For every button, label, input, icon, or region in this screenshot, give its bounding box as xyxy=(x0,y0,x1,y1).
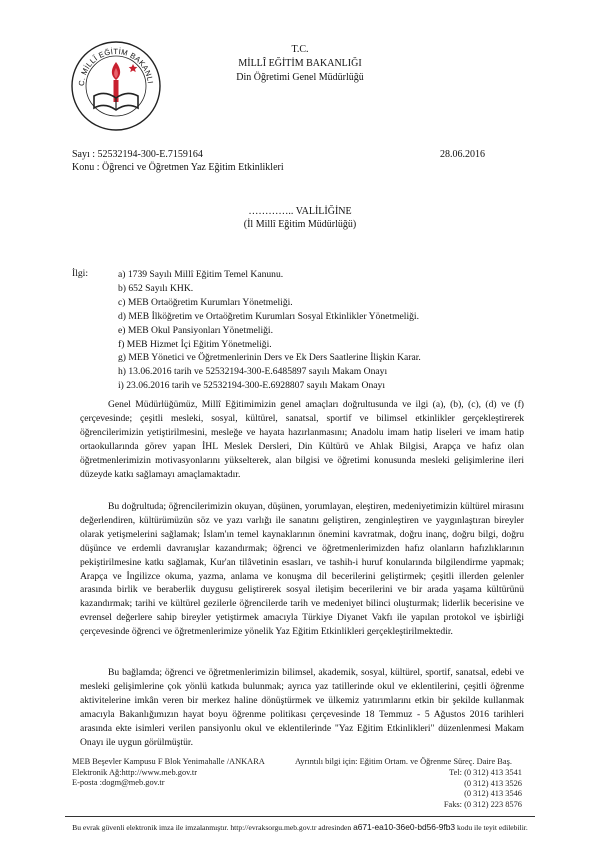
footer-address: MEB Beşevler Kampusu F Blok Yenimahalle /ANKARA xyxy=(72,757,265,766)
verification-code: a671-ea10-36e0-bd56-9fb3 xyxy=(353,822,456,832)
addressee-sub: (İl Millî Eğitim Müdürlüğü) xyxy=(243,219,357,230)
addressee: ………….. VALİLİĞİNE xyxy=(248,206,352,217)
ilgi-item: d) MEB İlköğretim ve Ortaöğretim Kurumları Sosyal Etkinlikler Yönetmeliği. xyxy=(118,310,419,322)
svg-text:T.C. MİLLÎ EĞİTİM BAKANLIĞI: C. MİLLÎ EĞİTİM BAKANLI xyxy=(76,46,155,87)
footer-info: Ayrıntılı bilgi için: Eğitim Ortam. ve Öğrenme Süreç. Daire Baş. xyxy=(295,757,512,766)
verification-text: Bu evrak güvenli elektronik imza ile imzalanmıştır. http://evraksorgu.meb.gov.tr adresinden xyxy=(72,823,352,832)
body-paragraph-3 xyxy=(80,666,524,749)
verification-line xyxy=(0,822,600,832)
ilgi-item: c) MEB Ortaöğretim Kurumları Yönetmeliği. xyxy=(118,296,293,308)
ilgi-list xyxy=(118,268,421,393)
footer-tel3: (0 312) 413 3546 xyxy=(464,789,522,799)
header-ministry: MİLLÎ EĞİTİM BAKANLIĞI xyxy=(238,58,362,69)
document-date: 28.06.2016 xyxy=(440,149,485,160)
ilgi-item: i) 23.06.2016 tarih ve 52532194-300-E.6928807 sayılı Makam Onayı xyxy=(118,380,385,392)
ilgi-item: h) 13.06.2016 tarih ve 52532194-300-E.6485897 sayılı Makam Onayı xyxy=(118,366,388,378)
footer-contact xyxy=(72,757,265,789)
footer-fax: Faks: (0 312) 223 8576 xyxy=(443,799,522,809)
ilgi-item: f) MEB Hizmet İçi Eğitim Yönetmeliği. xyxy=(118,338,272,350)
header-tc: T.C. xyxy=(291,44,309,55)
ilgi-item: b) 652 Sayılı KHK. xyxy=(118,282,194,294)
header-directorate: Din Öğretimi Genel Müdürlüğü xyxy=(236,72,364,83)
paragraph-text: Bu bağlamda; öğrenci ve öğretmenlerimizin bilimsel, akademik, sosyal, kültürel, sportif, sanatsal, edebi ve mesleki gelişimlerine çok yönlü katkıda bulunmak; ayrıca yaz tatillerinde okul ve eklentilerini, çeşitli öğrenme aktivitelerine imkân veren bir merkez haline dönüştürmek ve ülkemiz yatırımlarını etkin bir şekilde kullanmak amacıyla Bakanlığımızın hayat boyu öğrenme politikası çerçevesinde 18 Temmuz - 5 Ağustos 2016 tarihleri arasında ekte isimleri verilen pansiyonlu okul ve eklentilerinde "Yaz Eğitim Etkinlikleri" düzenlenmesi Makam Onayı ile uygun görülmüştür. xyxy=(80,667,524,748)
body-paragraph-2 xyxy=(80,500,524,639)
footer-divider xyxy=(65,816,535,817)
footer-email: E-posta :dogm@meb.gov.tr xyxy=(72,778,165,788)
ilgi-item: a) 1739 Sayılı Millî Eğitim Temel Kanunu. xyxy=(118,269,284,280)
body-paragraph-1 xyxy=(80,398,524,481)
ilgi-label: İlgi: xyxy=(72,268,88,279)
paragraph-text: Bu doğrultuda; öğrencilerimizin okuyan, düşünen, yorumlayan, eleştiren, medeniyetimizin kültürel mirasını değerlendiren, kültürümüzün söz ve yazı varlığı ile sanatını geliştiren, zenginleştiren ve yaygınlaştıran bireyler olarak yetişmelerini sağlamak; İslam'ın temel kaynaklarının önemini kavratmak, doğru inanç, doğru bilgi, doğru düşünce ve erdemli davranışlar kazandırmak; öğrenci ve öğretmenlerimizden hafız olanların hafızlıklarının pekiştirilmesine katkı sağlamak, Kur'an tilâvetinin esasları, ve tashih-i huruf konularında bilgilendirme yapmak; Arapça ve İngilizce okuma, yazma, anlama ve konuşma dil becerilerini geliştirmek; çeşitli illerden gelenler arasında birlik ve beraberlik duygusu geliştirerek sosyal iletişim becerilerini ve bir arada yaşama kültürünü kazandırmak; tarihi ve kültürel gezilerle öğrencilerde tarih ve medeniyet bilinci oluşturmak; liderlik becerisine ve evrensel değerlere sahip bireyler yetiştirmek amacıyla Türkiye Diyanet Vakfı ile yapılan protokol ve işbirliği çerçevesinde öğrenci ve öğretmenlerimize yönelik Yaz Eğitim Etkinlikleri gerçekleştirilmektedir. xyxy=(80,501,524,638)
verification-suffix: kodu ile teyit edilebilir. xyxy=(456,823,528,832)
footer-tel1: Tel: (0 312) 413 3541 xyxy=(449,768,522,777)
ilgi-item: g) MEB Yönetici ve Öğretmenlerinin Ders ve Ek Ders Saatlerine İlişkin Karar. xyxy=(118,352,421,364)
document-subject: Konu : Öğrenci ve Öğretmen Yaz Eğitim Etkinlikleri xyxy=(72,162,284,173)
document-number: Sayı : 52532194-300-E.7159164 xyxy=(72,149,203,160)
footer-web: Elektronik Ağ:http://www.meb.gov.tr xyxy=(72,767,197,777)
footer-phones xyxy=(380,768,522,810)
paragraph-text: Genel Müdürlüğümüz, Millî Eğitimimizin genel amaçları doğrultusunda ve ilgi (a), (b), (c), (d) ve (f) çerçevesinde; çeşitli mesleki, sosyal, kültürel, sanatsal, sportif ve bilimsel etkinlikler gerçekleştirerek öğrencilerimizin yetiştirilmesini, mesleğe ve hayata hazırlanmasını; Anadolu imam hatip liseleri ve imam hatip ortaokullarında görev yapan İHL Meslek Dersleri, Din Kültürü ve Ahlak Bilgisi, Arapça ve hafız olan öğretmenlerimizin motivasyonlarını yükselterek, alan bilgisi ve öğretimi konusunda mesleki gelişimlerine ileri düzeyde katkı sağlamayı amaçlamaktadır. xyxy=(80,399,524,480)
ilgi-item: e) MEB Okul Pansiyonları Yönetmeliği. xyxy=(118,324,273,336)
footer-tel2: (0 312) 413 3526 xyxy=(464,778,522,788)
